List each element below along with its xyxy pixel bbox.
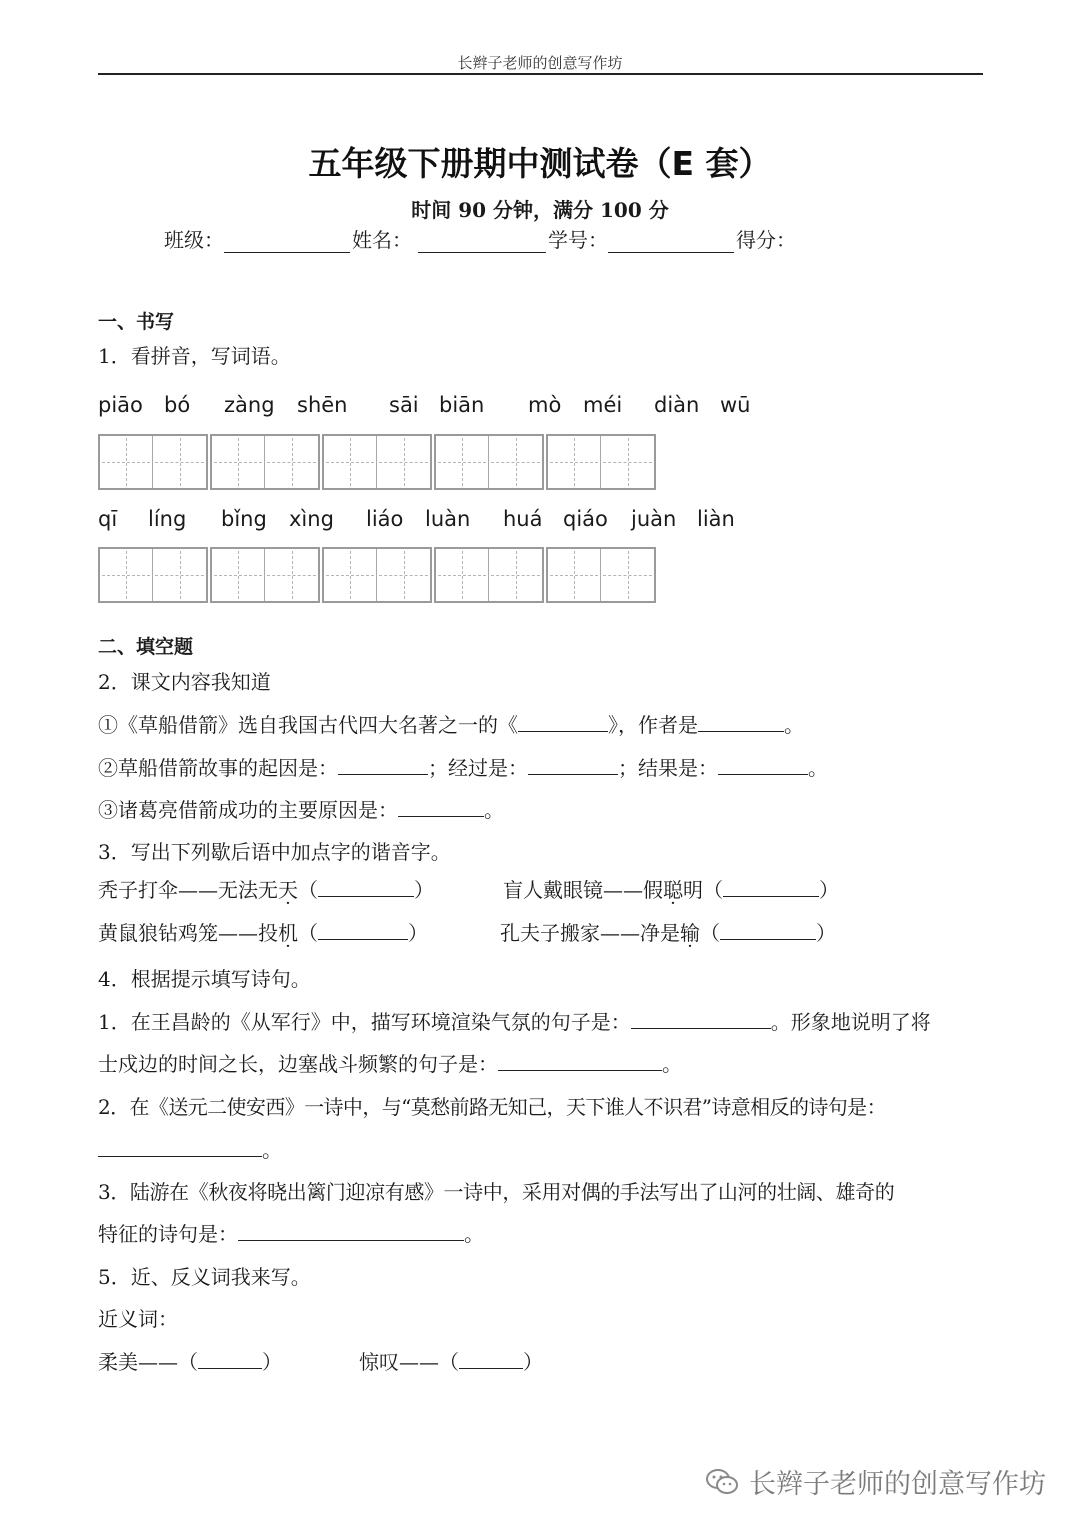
q4-1-text: 。 bbox=[662, 1052, 682, 1076]
paren: （ bbox=[703, 878, 723, 902]
section-2-title: 二、填空题 bbox=[98, 636, 194, 658]
paren: （ bbox=[700, 921, 720, 945]
word-box[interactable] bbox=[210, 434, 320, 490]
paren: （ bbox=[178, 1350, 198, 1374]
class-field[interactable] bbox=[224, 231, 350, 253]
writing-grid-row-2 bbox=[98, 547, 658, 603]
pinyin: huá bbox=[503, 507, 543, 531]
pinyin: bó bbox=[164, 393, 191, 417]
question-4: 4．根据提示填写诗句。 bbox=[98, 967, 311, 991]
answer-blank[interactable] bbox=[528, 755, 618, 775]
q2-3-text: ③诸葛亮借箭成功的主要原因是： bbox=[98, 798, 398, 822]
pinyin: diàn bbox=[654, 393, 700, 417]
synonym-text: 惊叹—— bbox=[359, 1350, 439, 1374]
name-field[interactable] bbox=[418, 231, 546, 253]
q2-1-text: 》，作者是 bbox=[608, 713, 698, 737]
paren: （ bbox=[298, 878, 318, 902]
student-info-row bbox=[164, 224, 796, 253]
pinyin: qiáo bbox=[563, 507, 608, 531]
xiehouyu-2 bbox=[503, 876, 839, 904]
paren: ） bbox=[523, 1350, 543, 1374]
pinyin: luàn bbox=[425, 507, 471, 531]
q4-2-text: 。 bbox=[262, 1138, 282, 1162]
answer-blank[interactable] bbox=[338, 755, 428, 775]
pinyin: shēn bbox=[297, 393, 348, 417]
answer-blank[interactable] bbox=[198, 1349, 262, 1369]
question-5: 5．近、反义词我来写。 bbox=[98, 1265, 311, 1289]
wechat-icon bbox=[705, 1467, 739, 1497]
pinyin: bǐng bbox=[221, 507, 267, 531]
pinyin: líng bbox=[148, 507, 187, 531]
word-box[interactable] bbox=[434, 434, 544, 490]
dotted-char: 天 bbox=[278, 878, 298, 902]
answer-blank[interactable] bbox=[238, 1221, 464, 1241]
answer-blank[interactable] bbox=[98, 1137, 262, 1157]
paren: ） bbox=[816, 921, 836, 945]
question-2-item-1 bbox=[98, 711, 804, 739]
paren: ） bbox=[414, 878, 434, 902]
page-subtitle: 时间 90 分钟，满分 100 分 bbox=[411, 198, 669, 222]
dotted-char: 聪 bbox=[663, 878, 683, 902]
question-4-item-3-line-2 bbox=[98, 1220, 484, 1248]
id-label: 学号： bbox=[548, 228, 608, 252]
q4-1-text: 士戍边的时间之长，边塞战斗频繁的句子是： bbox=[98, 1052, 498, 1076]
word-box[interactable] bbox=[434, 547, 544, 603]
xiehouyu-text: 明 bbox=[683, 878, 703, 902]
pinyin: zàng bbox=[224, 393, 275, 417]
xiehouyu-4 bbox=[500, 919, 836, 947]
question-1: 1．看拼音，写词语。 bbox=[98, 344, 291, 368]
answer-blank[interactable] bbox=[398, 797, 484, 817]
pinyin: xìng bbox=[289, 507, 334, 531]
dotted-char: 输 bbox=[680, 921, 700, 945]
watermark bbox=[705, 1462, 1046, 1501]
paren: （ bbox=[298, 921, 318, 945]
word-box[interactable] bbox=[322, 434, 432, 490]
pinyin: wū bbox=[720, 393, 751, 417]
pinyin: mò bbox=[528, 393, 562, 417]
pinyin: liàn bbox=[697, 507, 735, 531]
pinyin: qī bbox=[98, 507, 118, 531]
word-box[interactable] bbox=[210, 547, 320, 603]
q4-1-text: 1．在王昌龄的《从军行》中，描写环境渲染气氛的句子是： bbox=[98, 1010, 631, 1034]
paren: ） bbox=[408, 921, 428, 945]
question-2: 2．课文内容我知道 bbox=[98, 670, 271, 694]
xiehouyu-text: 孔夫子搬家——净是 bbox=[500, 921, 680, 945]
pinyin: méi bbox=[583, 393, 623, 417]
question-4-item-2-line-2 bbox=[98, 1136, 282, 1164]
word-box[interactable] bbox=[98, 434, 208, 490]
page-title: 五年级下册期中测试卷（E 套） bbox=[308, 144, 772, 183]
answer-blank[interactable] bbox=[318, 877, 414, 897]
name-label: 姓名： bbox=[352, 228, 412, 252]
q2-2-text: ；结果是： bbox=[618, 756, 718, 780]
synonym-text: 柔美—— bbox=[98, 1350, 178, 1374]
q2-2-text: 。 bbox=[808, 756, 828, 780]
paren: ） bbox=[819, 878, 839, 902]
class-label: 班级： bbox=[164, 228, 224, 252]
answer-blank[interactable] bbox=[698, 712, 784, 732]
pinyin: liáo bbox=[366, 507, 404, 531]
answer-blank[interactable] bbox=[631, 1009, 771, 1029]
answer-blank[interactable] bbox=[723, 877, 819, 897]
q2-3-text: 。 bbox=[484, 798, 504, 822]
synonym-1 bbox=[98, 1348, 282, 1376]
xiehouyu-text: 盲人戴眼镜——假 bbox=[503, 878, 663, 902]
question-4-item-1-line-2 bbox=[98, 1050, 682, 1078]
score-label: 得分： bbox=[736, 228, 796, 252]
answer-blank[interactable] bbox=[518, 712, 608, 732]
synonym-label: 近义词： bbox=[98, 1307, 178, 1331]
question-3: 3．写出下列歇后语中加点字的谐音字。 bbox=[98, 840, 451, 864]
watermark-text: 长辫子老师的创意写作坊 bbox=[749, 1469, 1046, 1500]
q4-1-text: 。形象地说明了将 bbox=[770, 1010, 931, 1034]
question-2-item-3 bbox=[98, 796, 504, 824]
question-4-item-2-line-1: 2．在《送元二使安西》一诗中，与“莫愁前路无知己，天下谁人不识君”诗意相反的诗句是： bbox=[98, 1095, 886, 1119]
section-1-title: 一、书写 bbox=[98, 311, 175, 333]
paren: ） bbox=[262, 1350, 282, 1374]
q2-2-text: ②草船借箭故事的起因是： bbox=[98, 756, 338, 780]
word-box[interactable] bbox=[546, 547, 656, 603]
question-4-item-3-line-1: 3．陆游在《秋夜将晓出篱门迎凉有感》一诗中，采用对偶的手法写出了山河的壮阔、雄奇的 bbox=[98, 1180, 895, 1204]
answer-blank[interactable] bbox=[318, 920, 408, 940]
synonym-2 bbox=[359, 1348, 543, 1376]
xiehouyu-1 bbox=[98, 876, 434, 904]
word-box[interactable] bbox=[546, 434, 656, 490]
question-4-item-1-line-1 bbox=[98, 1008, 931, 1036]
word-box[interactable] bbox=[322, 547, 432, 603]
id-field[interactable] bbox=[608, 231, 734, 253]
paren: （ bbox=[439, 1350, 459, 1374]
answer-blank[interactable] bbox=[459, 1349, 523, 1369]
question-2-item-2 bbox=[98, 754, 828, 782]
q2-1-text: 。 bbox=[784, 713, 804, 737]
page-header: 长辫子老师的创意写作坊 bbox=[457, 54, 623, 72]
pinyin: sāi bbox=[389, 393, 419, 417]
q2-1-text: ①《草船借箭》选自我国古代四大名著之一的《 bbox=[98, 713, 518, 737]
q4-3-text: 特征的诗句是： bbox=[98, 1222, 238, 1246]
pinyin: biān bbox=[439, 393, 485, 417]
word-box[interactable] bbox=[98, 547, 208, 603]
pinyin: juàn bbox=[631, 507, 677, 531]
xiehouyu-text: 秃子打伞——无法无 bbox=[98, 878, 278, 902]
xiehouyu-3 bbox=[98, 919, 428, 947]
answer-blank[interactable] bbox=[720, 920, 816, 940]
writing-grid-row-1 bbox=[98, 434, 658, 490]
q4-3-text: 。 bbox=[464, 1222, 484, 1246]
pinyin: piāo bbox=[98, 393, 143, 417]
dotted-char: 机 bbox=[278, 921, 298, 945]
header-divider bbox=[98, 73, 983, 75]
answer-blank[interactable] bbox=[718, 755, 808, 775]
q2-2-text: ；经过是： bbox=[428, 756, 528, 780]
xiehouyu-text: 黄鼠狼钻鸡笼——投 bbox=[98, 921, 278, 945]
answer-blank[interactable] bbox=[498, 1051, 662, 1071]
